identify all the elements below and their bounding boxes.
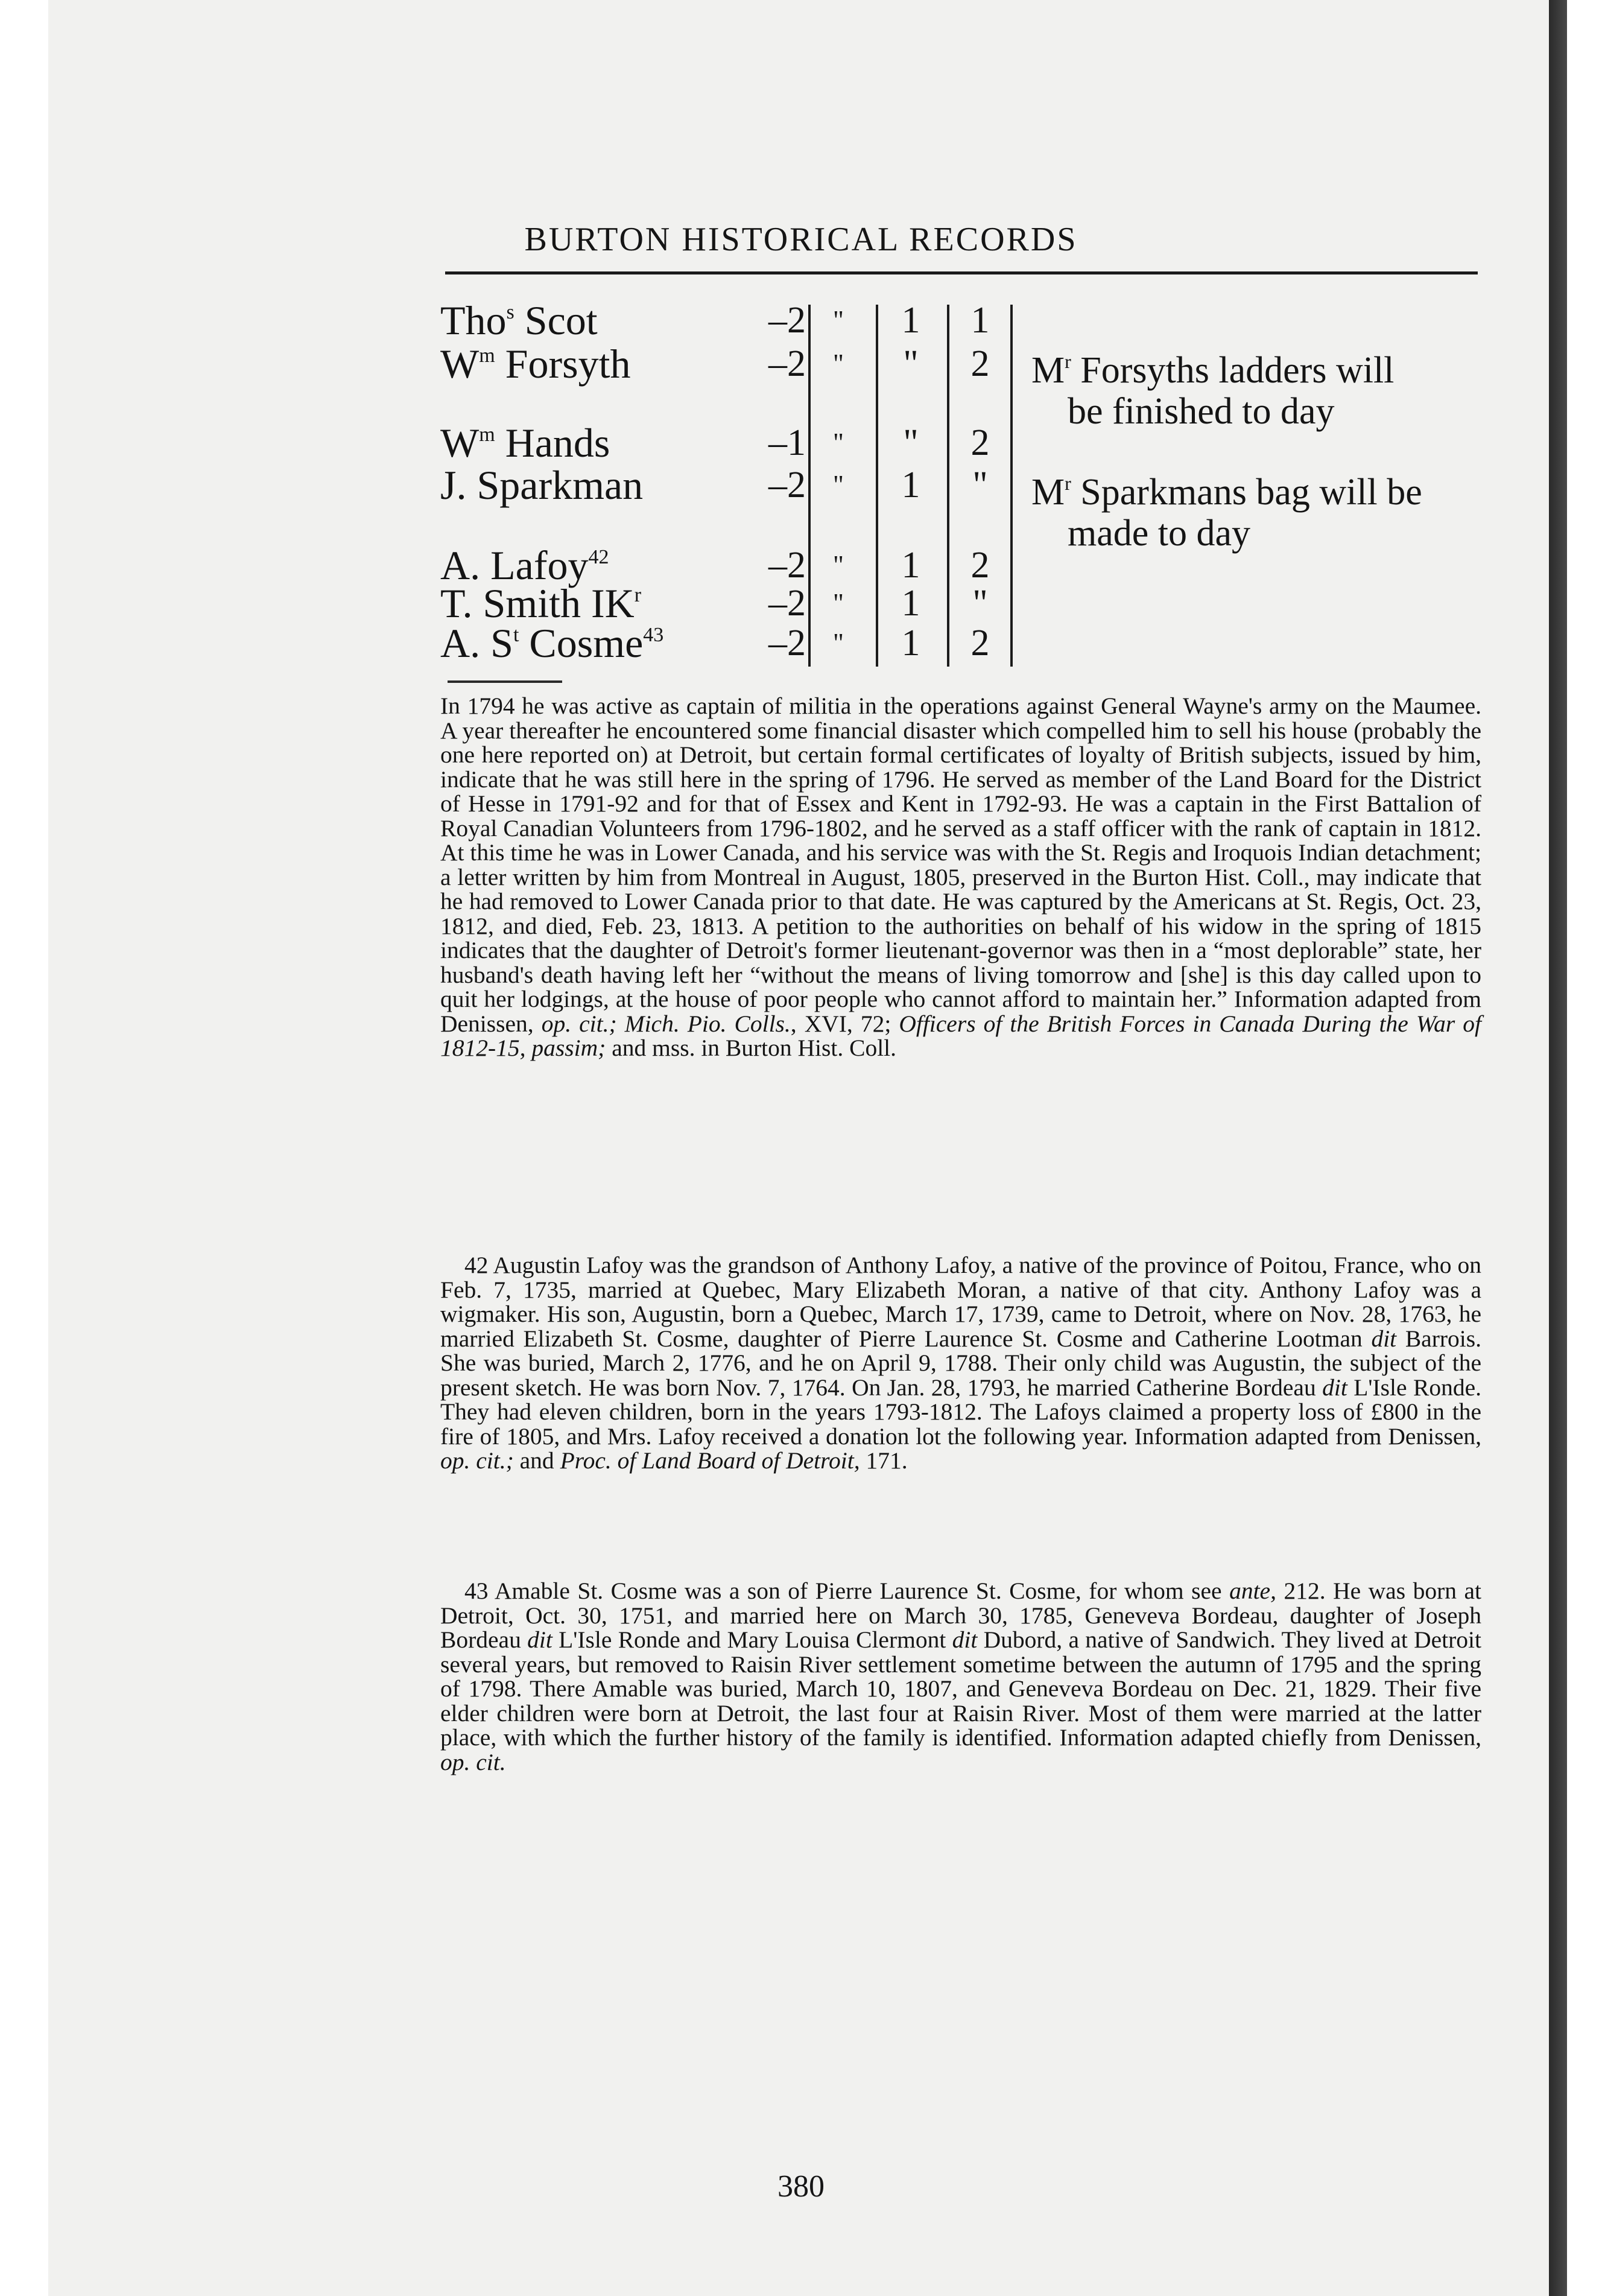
ledger-cell: –1 (768, 422, 806, 463)
footnote-43: 43 Amable St. Cosme was a son of Pierre Laurence St. Cosme, for whom see ante, 212. He was born at Detroit, Oct. 30, 1751, and married here on March 30, 1785, Geneveva Bordeau, daughter of Joseph Bordeau dit L'Isle Ronde and Mary Louisa Clermont dit Dubord, a native of Sandwich. They lived at Detroit several years, but removed to Raisin River settlement sometime between the autumn of 1795 and the spring of 1798. There Amable was buried, March 10, 1807, and Geneveva Bordeau on Dec. 21, 1829. Their five elder children were born at Detroit, the last four at Raisin River. Most of them were married at the latter place, with which the further history of the family is identified. Information adapted chiefly from Denissen, op. cit. (440, 1578, 1481, 1775)
ledger-cell: " (833, 550, 844, 580)
ledger-name-st-cosme: A. $S^t$ Cosme$^{43}$ (440, 620, 664, 666)
ledger-cell: 2 (970, 623, 990, 664)
ledger-cell: " (972, 465, 988, 506)
ledger-column-rule (876, 305, 878, 667)
ledger-remark-sparkman: $M^r$ Sparkmans bag will be made to day (1031, 472, 1422, 554)
ledger-cell: 2 (970, 422, 990, 463)
ledger-cell: " (833, 428, 844, 457)
ledger-cell: 2 (970, 545, 990, 586)
ledger-remark-forsyth: $M^r$ Forsyths ladders will be finished to day (1031, 350, 1395, 432)
ledger-cell: " (903, 343, 919, 384)
ledger-cell: " (833, 349, 844, 378)
ledger-name-hands: $W^m$ Hands (440, 420, 610, 466)
ledger-cell: 1 (901, 623, 920, 664)
ledger-cell: " (833, 588, 844, 618)
page-edge-shadow (1549, 0, 1567, 2296)
ledger-name-lafoy: A. Lafoy$^{42}$ (440, 542, 609, 588)
page-number: 380 (777, 2169, 825, 2204)
ledger-cell: 2 (970, 343, 990, 384)
ledger-column-rule (1010, 305, 1013, 667)
ledger-cell: " (972, 583, 988, 624)
ledger-cell: 1 (901, 300, 920, 341)
footnote-continuation: In 1794 he was active as captain of militia in the operations against General Wayne's army on the Maumee. A year thereafter he encountered some financial disaster which compelled him to sell his house (probably the one here reported on) at Detroit, but certain formal certificates of loyalty of British subjects, issued by him, indicate that he was still here in the spring of 1796. He served as member of the Land Board for the District of Hesse in 1791-92 and for that of Essex and Kent in 1792-93. He was a captain in the First Battalion of Royal Canadian Volunteers from 1796-1802, and he served as a staff officer with the rank of captain in 1812. At this time he was in Lower Canada, and his service was with the St. Regis and Iroquois Indian detachment; a letter written by him from Montreal in August, 1805, preserved in the Burton Hist. Coll., may indicate that he had removed to Lower Canada prior to that date. He was captured by the Americans at St. Regis, Oct. 23, 1812, and died, Feb. 23, 1813. A petition to the authorities on behalf of his widow in the spring of 1815 indicates that the daughter of Detroit's former lieutenant-governor was then in a “most deplorable” state, her husband's death having left her “without the means of living tomorrow and [she] is this day called upon to quit her lodgings, at the house of poor people who cannot afford to maintain her.” Information adapted from Denissen, op. cit.; Mich. Pio. Colls., XVI, 72; Officers of the British Forces in Canada During the War of 1812-15, passim; and mss. in Burton Hist. Coll. (440, 693, 1481, 1061)
ledger-name-scot: Tho$^s$ Scot (440, 297, 598, 343)
ledger-name-smith: T. Smith $IK^r$ (440, 580, 642, 626)
ledger-column-rule (808, 305, 811, 667)
ledger-name-sparkman: J. Sparkman (440, 462, 644, 508)
ledger-name-forsyth: $W^m$ Forsyth (440, 341, 631, 387)
ledger-cell: –2 (768, 623, 806, 664)
footnote-42: 42 Augustin Lafoy was the grandson of Anthony Lafoy, a native of the province of Poitou, France, who on Feb. 7, 1735, married at Quebec, Mary Elizabeth Moran, a native of that city. Anthony Lafoy was a wigmaker. His son, Augustin, born a Quebec, March 17, 1739, came to Detroit, where on Nov. 28, 1763, he married Elizabeth St. Cosme, daughter of Pierre Laurence St. Cosme and Catherine Lootman dit Barrois. She was buried, March 2, 1776, and he on April 9, 1788. Their only child was Augustin, the subject of the present sketch. He was born Nov. 7, 1764. On Jan. 28, 1793, he married Catherine Bordeau dit L'Isle Ronde. They had eleven children, born in the years 1793-1812. The Lafoys claimed a property loss of £800 in the fire of 1805, and Mrs. Lafoy received a donation lot the following year. Information adapted from Denissen, op. cit.; and Proc. of Land Board of Detroit, 171. (440, 1252, 1482, 1474)
ledger-cell: 1 (901, 545, 920, 586)
ledger-column-rule (947, 305, 949, 667)
ledger-cell: –2 (768, 465, 806, 506)
footnote-rule (448, 680, 562, 683)
ledger-cell: –2 (768, 343, 806, 384)
ledger-cell: 1 (901, 583, 920, 624)
ledger-cell: –2 (768, 300, 806, 341)
header-rule (445, 271, 1478, 274)
ledger-cell: " (833, 470, 844, 499)
ledger-cell: 1 (970, 300, 990, 341)
ledger-cell: " (833, 305, 844, 335)
ledger-cell: " (833, 628, 844, 658)
ledger-cell: " (903, 422, 919, 463)
ledger-cell: 1 (901, 465, 920, 506)
running-header: BURTON HISTORICAL RECORDS (524, 221, 1078, 258)
ledger-cell: –2 (768, 583, 806, 624)
ledger-cell: –2 (768, 545, 806, 586)
